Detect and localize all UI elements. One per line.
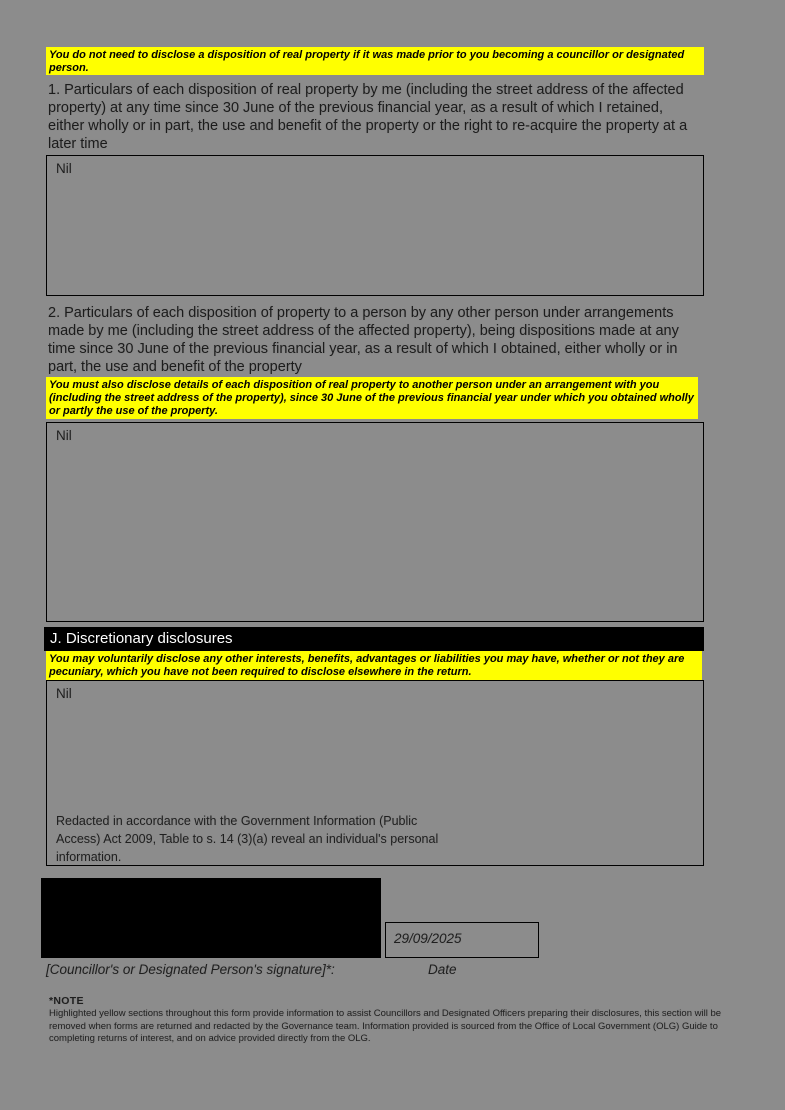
- footer-note-text: Highlighted yellow sections throughout this form provide information to assist Councillors and Designated Officers preparing their disclosures, this section will be removed when forms are returned and redacted by the Governance team. Information provided is sourced from the Office of Local Government (OLG) Guide to completing returns of interest, and on advice provided directly from the OLG.: [49, 1008, 722, 1044]
- date-caption: Date: [428, 962, 457, 977]
- signature-redaction-block: [41, 878, 381, 958]
- question-1-text: 1. Particulars of each disposition of real property by me (including the street address of the affected property) at any time since 30 June of the previous financial year, as a result of which I retained, either wholly or in part, the use and benefit of the property or the right to re-acquire the property at a later time: [48, 82, 688, 152]
- question-2-answer-value: Nil: [56, 428, 72, 443]
- question-1-answer-box[interactable]: [46, 155, 704, 296]
- question-2-answer-box[interactable]: [46, 422, 704, 622]
- question-1-answer-value: Nil: [56, 161, 72, 176]
- top-guidance-highlight: You do not need to disclose a disposition of real property if it was made prior to you becoming a councillor or designated person.: [46, 47, 704, 75]
- date-field[interactable]: [385, 922, 539, 958]
- footer-note-label: *NOTE: [49, 995, 84, 1007]
- question-2-guidance-highlight: You must also disclose details of each disposition of real property to another person under an arrangement with you (including the street address of the property), since 30 June of the previous financial year under which you obtained wholly or partly the use of the property.: [46, 377, 698, 419]
- section-j-heading: J. Discretionary disclosures: [44, 627, 704, 651]
- signature-caption: [Councillor's or Designated Person's signature]*:: [46, 962, 335, 977]
- redaction-note: Redacted in accordance with the Government Information (Public Access) Act 2009, Table to s. 14 (3)(a) reveal an individual's personal information.: [56, 814, 439, 864]
- section-j-guidance-highlight: You may voluntarily disclose any other interests, benefits, advantages or liabilities you may have, whether or not they are pecuniary, which you have not been required to disclose elsewhere in the return.: [46, 651, 702, 680]
- section-j-answer-value: Nil: [56, 686, 72, 701]
- date-value: 29/09/2025: [394, 931, 462, 946]
- question-2-text: 2. Particulars of each disposition of property to a person by any other person under arrangements made by me (including the street address of the affected property), being dispositions made at any time since 30 June of the previous financial year, as a result of which I obtained, either wholly or in part, the use and benefit of the property: [48, 305, 679, 375]
